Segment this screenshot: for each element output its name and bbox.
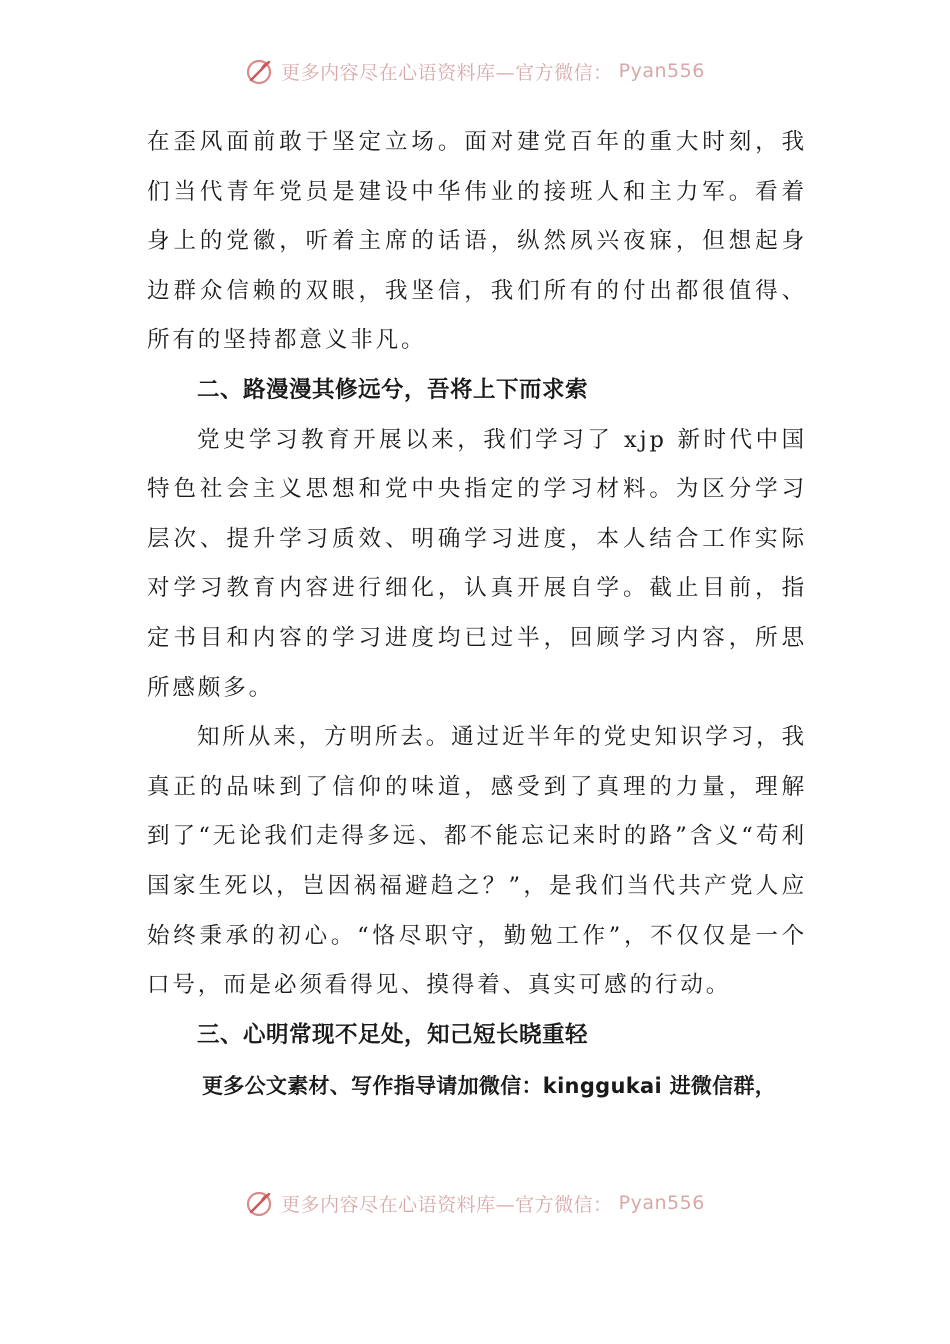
section-heading-2: 二、路漫漫其修远兮，吾将上下而求索 [197, 376, 589, 403]
quill-logo-icon [245, 56, 275, 86]
watermark-text: 更多内容尽在心语资料库—官方微信： [281, 1193, 613, 1216]
watermark-footer [0, 1188, 950, 1218]
promo-line: 更多公文素材、写作指导请加微信：kinggukai 进微信群， [202, 1074, 777, 1099]
document-body [147, 118, 807, 1112]
paragraph-3: 知所从来，方明所去。通过近半年的党史知识学习，我真正的品味到了信仰的味道，感受到了真理的力量，理解到了“无论我们走得多远、都不能忘记来时的路”含义“苟利国家生死以，岂因祸福避趋之？”，是我们当代共产党人应始终秉承的初心。“恪尽职守，勤勉工作”，不仅仅是一个口号，而是必须看得见、摸得着、真实可感的行动。 [147, 724, 807, 999]
watermark-text: 更多内容尽在心语资料库—官方微信： [281, 61, 613, 84]
section-heading-3: 三、心明常现不足处，知己短长晓重轻 [197, 1021, 589, 1048]
quill-logo-icon [245, 1188, 275, 1218]
watermark-wechat-id: Pyan556 [618, 1192, 705, 1214]
paragraph-1: 在歪风面前敢于坚定立场。面对建党百年的重大时刻，我们当代青年党员是建设中华伟业的接班人和主力军。看着身上的党徽，听着主席的话语，纵然夙兴夜寐，但想起身边群众信赖的双眼，我坚信，我们所有的付出都很值得、所有的坚持都意义非凡。 [147, 129, 807, 354]
watermark-header [0, 56, 950, 86]
watermark-wechat-id: Pyan556 [618, 60, 705, 82]
paragraph-2: 党史学习教育开展以来，我们学习了 xjp 新时代中国特色社会主义思想和党中央指定的学习材料。为区分学习层次、提升学习质效、明确学习进度，本人结合工作实际对学习教育内容进行细化，认真开展自学。截止目前，指定书目和内容的学习进度均已过半，回顾学习内容，所思所感颇多。 [147, 426, 807, 701]
